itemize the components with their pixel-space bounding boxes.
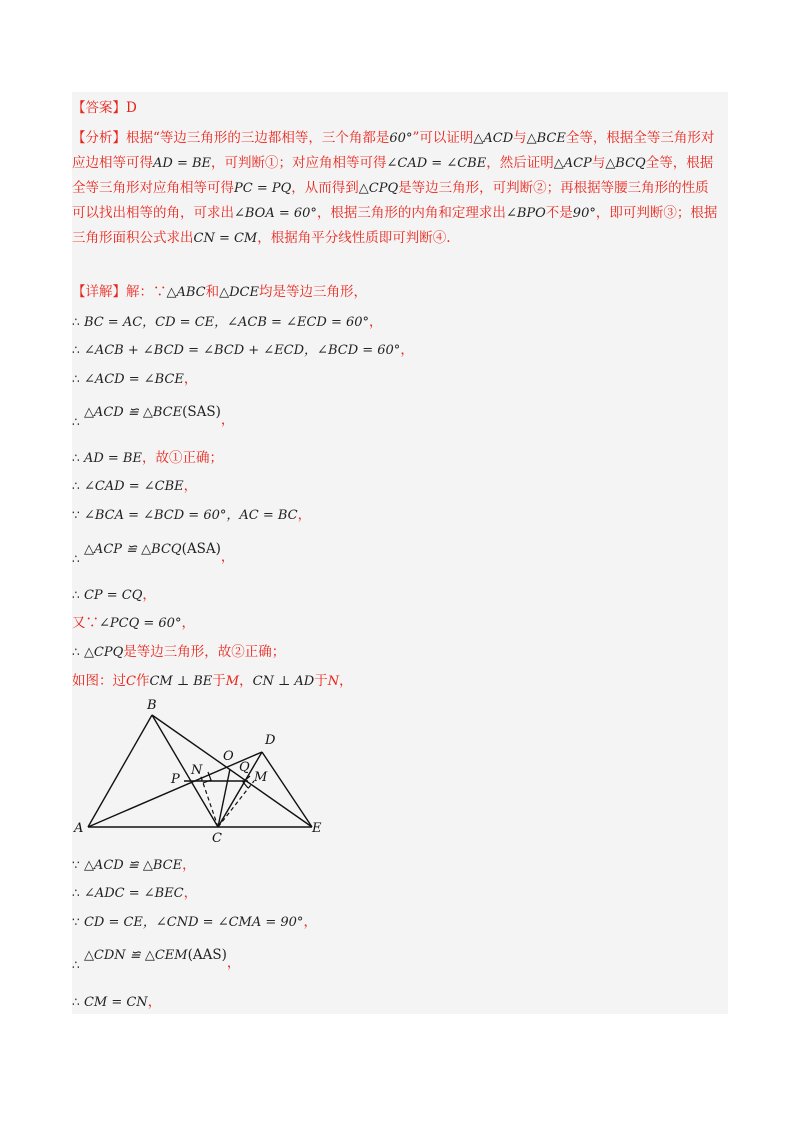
label-n: N <box>191 763 203 778</box>
label-o: O <box>223 749 234 764</box>
proof-math: (ASA) <box>181 541 221 557</box>
analysis-text: ，根据角平分线性质即可判断④. <box>257 230 451 246</box>
analysis-math: PC = PQ <box>234 181 292 196</box>
segment-ab <box>88 715 152 827</box>
proof-line-4 <box>72 403 732 429</box>
analysis-math: △BCQ <box>605 156 646 171</box>
therefore-symbol: ∴ <box>72 886 80 900</box>
proof-math: △ACD ≌ △BCE <box>83 858 183 873</box>
proof-math: △CPQ <box>83 645 124 660</box>
comma: ， <box>400 342 414 358</box>
detail-label: 【详解】 <box>72 284 126 300</box>
detail-math: △ABC <box>166 285 206 300</box>
segment-be <box>152 715 312 827</box>
analysis-text: ，即可判断③；根据三角形面积公式求出 <box>72 205 718 246</box>
detail-intro <box>72 283 732 302</box>
proof-math: CN ⊥ AD <box>252 674 315 689</box>
detail-text: 均是等边三角形， <box>259 284 367 300</box>
segment-de <box>262 752 312 827</box>
proof-math: ∠CAD = ∠CBE <box>83 479 184 494</box>
label-m: M <box>254 770 268 785</box>
therefore-symbol: ∴ <box>72 372 80 386</box>
analysis-math: ∠CAD = ∠CBE <box>386 156 487 171</box>
proof-math: △CDN ≌ △CEM <box>83 948 188 963</box>
therefore-symbol: ∴ <box>72 958 80 972</box>
proof-math: ∠ACB + ∠BCD = ∠BCD + ∠ECD，∠BCD = 60° <box>83 343 401 358</box>
proof-line-5 <box>72 449 732 468</box>
comma: ， <box>226 955 241 971</box>
comma: ， <box>220 412 235 428</box>
proof-text: 又∵ <box>72 615 99 631</box>
analysis-math: △ACP <box>553 156 592 171</box>
proof-line-12 <box>72 672 732 691</box>
analysis-text: 全等，根据全等三角形对应边相等可得 <box>72 130 715 171</box>
comma: ， <box>182 857 196 873</box>
proof-math: (SAS) <box>182 404 221 420</box>
comma: ， <box>297 507 312 523</box>
analysis-math: AD = BE <box>153 156 212 171</box>
proof-line-8 <box>72 540 732 566</box>
therefore-symbol: ∴ <box>72 479 80 493</box>
proof-math: ∠ADC = ∠BEC <box>83 886 184 901</box>
therefore-symbol: ∴ <box>72 995 80 1009</box>
proof-math: ∠BCA = ∠BCD = 60°，AC = BC <box>83 508 298 523</box>
analysis-math: 60° <box>389 131 413 146</box>
analysis-text: ，然后证明 <box>486 155 554 171</box>
proof-math: AD = BE <box>83 451 142 466</box>
proof-line-2 <box>72 341 732 360</box>
segment-co <box>218 769 230 827</box>
analysis-label: 【分析】 <box>72 130 126 146</box>
comma: ， <box>303 914 317 930</box>
analysis-math: △ACD <box>473 131 514 146</box>
proof-math: CM = CN <box>83 995 148 1010</box>
comma: ， <box>183 478 198 494</box>
proof-math: △ACD ≌ △BCE <box>83 405 183 420</box>
therefore-symbol: ∴ <box>72 645 80 659</box>
proof-math: N <box>327 674 340 689</box>
detail-math: △DCE <box>219 285 259 300</box>
comma: ， <box>147 994 162 1010</box>
label-a: A <box>74 821 84 836</box>
answer-label: 【答案】 <box>72 100 126 116</box>
proof-line-6 <box>72 477 732 496</box>
proof-math: M <box>225 674 240 689</box>
proof-line-10 <box>72 614 732 633</box>
since-symbol: ∵ <box>72 508 80 522</box>
therefore-symbol: ∴ <box>72 451 80 465</box>
therefore-symbol: ∴ <box>72 588 80 602</box>
analysis-math: 90° <box>572 206 596 221</box>
therefore-symbol: ∴ <box>72 552 80 566</box>
proof-text: 作 <box>135 673 150 689</box>
proof-math: CM ⊥ BE <box>149 674 213 689</box>
analysis-text: 与 <box>591 155 606 171</box>
analysis-text: ，可判断①；对应角相等可得 <box>211 155 387 171</box>
analysis-math: △CPQ <box>358 181 399 196</box>
proof-math: CD = CE，∠CND = ∠CMA = 90° <box>83 915 304 930</box>
analysis-paragraph <box>72 126 722 251</box>
proof-text: ，故①正确； <box>141 450 223 466</box>
proof-text: ， <box>239 673 253 689</box>
proof-line-3 <box>72 370 732 389</box>
comma: ， <box>142 587 156 603</box>
proof-math: CP = CQ <box>83 588 143 603</box>
label-b: B <box>147 698 157 713</box>
label-p: P <box>171 772 180 787</box>
proof-line-16 <box>72 946 732 972</box>
therefore-symbol: ∴ <box>72 415 80 429</box>
proof-math: ∠ACD = ∠BCE <box>83 372 184 387</box>
proof-line-9 <box>72 586 732 605</box>
proof-math: BC = AC，CD = CE，∠ACB = ∠ECD = 60° <box>83 315 370 330</box>
comma: ， <box>369 314 383 330</box>
analysis-text: ，从而得到 <box>291 180 359 196</box>
detail-text: 解：∵ <box>126 284 167 300</box>
analysis-text: ”可以证明 <box>412 130 474 146</box>
label-q: Q <box>239 760 250 775</box>
label-c: C <box>212 831 222 846</box>
answer-value: D <box>126 100 137 116</box>
proof-line-11 <box>72 643 732 662</box>
proof-line-7 <box>72 506 732 525</box>
proof-text: 于 <box>212 673 226 689</box>
comma: ， <box>183 885 198 901</box>
since-symbol: ∵ <box>72 858 80 872</box>
comma: ， <box>183 371 198 387</box>
analysis-math: CN = CM <box>193 231 258 246</box>
label-d: D <box>265 733 276 748</box>
comma: ， <box>181 615 195 631</box>
proof-text: 是等边三角形，故②正确； <box>123 644 286 660</box>
proof-line-14 <box>72 884 732 903</box>
therefore-symbol: ∴ <box>72 315 80 329</box>
proof-math: ∠PCQ = 60° <box>99 616 182 631</box>
analysis-math: ∠BOA = 60° <box>234 206 317 221</box>
proof-math: △ACP ≌ △BCQ <box>83 542 182 557</box>
analysis-text: ，根据三角形的内角和定理求出 <box>316 205 506 221</box>
proof-math: C <box>126 674 136 689</box>
answer-line <box>72 99 732 117</box>
proof-text: ， <box>339 673 353 689</box>
therefore-symbol: ∴ <box>72 343 80 357</box>
segment-ad <box>88 752 262 827</box>
analysis-math: ∠BPO <box>505 206 546 221</box>
proof-line-17 <box>72 993 732 1012</box>
analysis-text: 全等，根据全等三角形对应角相等可得 <box>72 155 714 196</box>
label-e: E <box>312 821 322 836</box>
proof-text: 如图：过 <box>72 673 126 689</box>
comma: ， <box>220 549 235 565</box>
analysis-text: 是等边三角形，可判断②；再根据等腰三角形的性质可以找出相等的角，可求出 <box>72 180 709 221</box>
analysis-text: 不是 <box>545 205 573 221</box>
proof-line-15 <box>72 913 732 932</box>
detail-text: 和 <box>205 284 220 300</box>
analysis-math: △BCE <box>526 131 566 146</box>
since-symbol: ∵ <box>72 915 80 929</box>
segment-bc <box>152 715 218 827</box>
geometry-figure <box>72 696 362 846</box>
analysis-text: 根据“等边三角形的三边都相等，三个角都是 <box>126 130 390 146</box>
proof-line-13 <box>72 856 732 875</box>
proof-text: 于 <box>314 673 328 689</box>
proof-line-1 <box>72 313 732 332</box>
proof-math: (AAS) <box>187 947 227 963</box>
analysis-text: 与 <box>513 130 527 146</box>
